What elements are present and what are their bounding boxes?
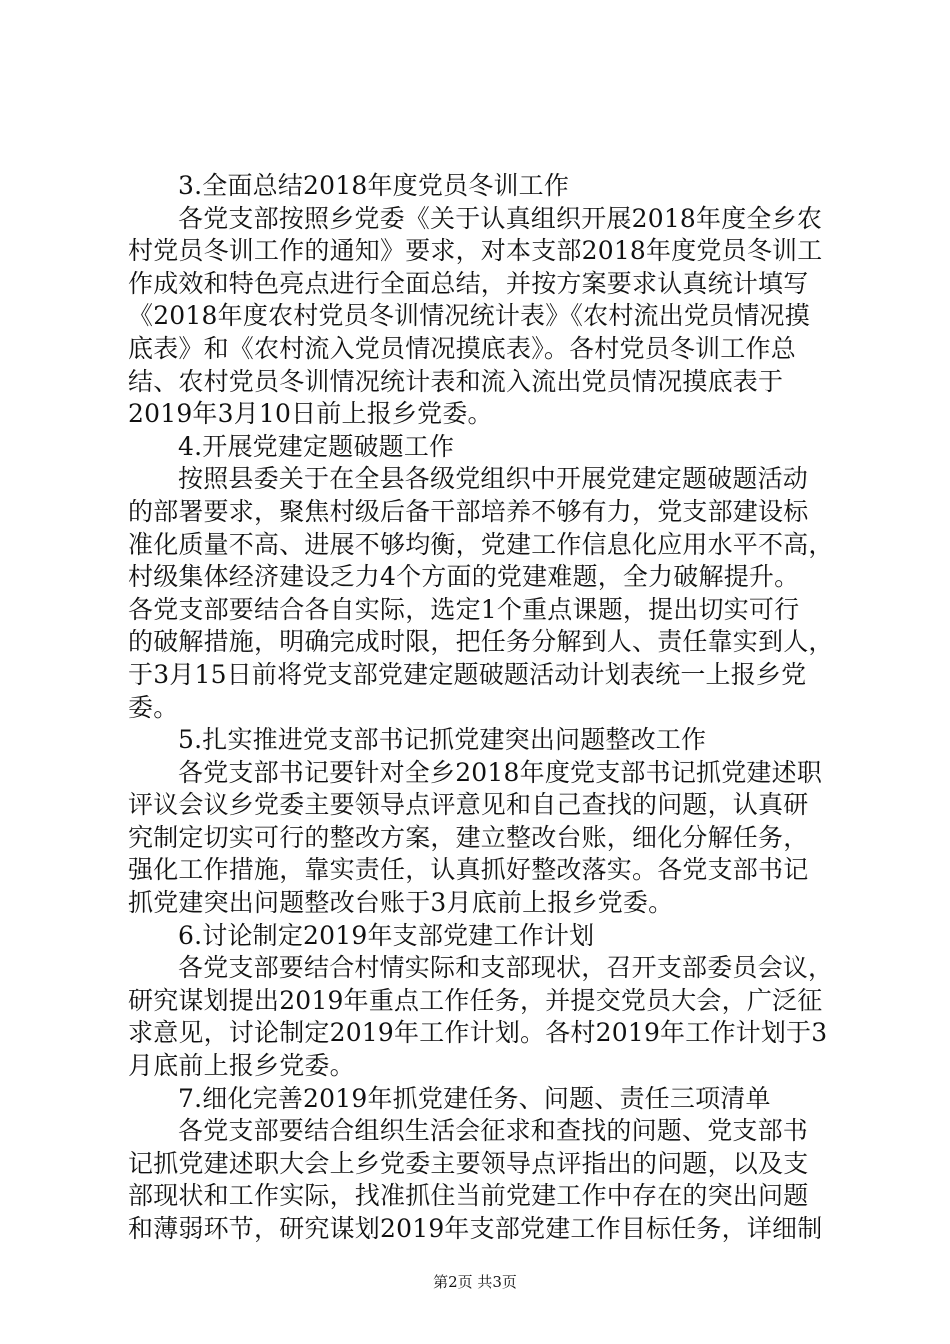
paragraph-line: 结、农村党员冬训情况统计表和流入流出党员情况摸底表于 [128, 366, 784, 396]
paragraph-first-line: 7.细化完善2019年抓党建任务、问题、责任三项清单 [178, 1083, 771, 1113]
paragraph-line: 和薄弱环节，研究谋划2019年支部党建工作目标任务，详细制 [128, 1214, 823, 1243]
paragraph-line: 各党支部要结合各自实际，选定1个重点课题，提出切实可行 [128, 594, 800, 624]
paragraph-line: 抓党建突出问题整改台账于3月底前上报乡党委。 [128, 888, 674, 918]
paragraph-line: 底表》和《农村流入党员情况摸底表》。各村党员冬训工作总 [128, 333, 796, 363]
paragraph-first-line: 各党支部要结合村情实际和支部现状，召开支部委员会议， [178, 953, 834, 983]
paragraph-line: 于3月15日前将党支部党建定题破题活动计划表统一上报乡党 [128, 659, 807, 689]
paragraph-line: 2019年3月10日前上报乡党委。 [128, 399, 493, 429]
paragraph-first-line: 按照县委关于在全县各级党组织中开展党建定题破题活动 [178, 464, 809, 494]
paragraph-first-line: 5.扎实推进党支部书记抓党建突出问题整改工作 [178, 725, 707, 755]
paragraph-line: 评议会议乡党委主要领导点评意见和自己查找的问题，认真研 [128, 790, 809, 820]
paragraph-first-line: 各党支部按照乡党委《关于认真组织开展2018年度全乡农 [178, 203, 823, 233]
document-body [128, 170, 840, 1246]
paragraph-line: 《2018年度农村党员冬训情况统计表》《农村流出党员情况摸 [128, 301, 810, 331]
paragraph-line: 记抓党建述职大会上乡党委主要领导点评指出的问题，以及支 [128, 1148, 809, 1178]
paragraph-line: 村党员冬训工作的通知》要求，对本支部2018年度党员冬训工 [128, 236, 823, 266]
paragraph-line: 求意见，讨论制定2019年工作计划。各村2019年工作计划于3 [128, 1018, 828, 1048]
paragraph-line: 部现状和工作实际，找准抓住当前党建工作中存在的突出问题 [128, 1181, 809, 1211]
paragraph-line: 强化工作措施，靠实责任，认真抓好整改落实。各党支部书记 [128, 855, 809, 885]
paragraph-first-line: 各党支部要结合组织生活会征求和查找的问题、党支部书 [178, 1116, 809, 1146]
paragraph-line: 作成效和特色亮点进行全面总结，并按方案要求认真统计填写 [128, 268, 809, 298]
paragraph-first-line: 各党支部书记要针对全乡2018年度党支部书记抓党建述职 [178, 757, 823, 787]
paragraph-line: 准化质量不高、进展不够均衡，党建工作信息化应用水平不高， [128, 529, 834, 559]
paragraph-first-line: 6.讨论制定2019年支部党建工作计划 [178, 920, 595, 950]
paragraph-line: 的破解措施，明确完成时限，把任务分解到人、责任靠实到人， [128, 627, 834, 657]
paragraph-line: 月底前上报乡党委。 [128, 1051, 355, 1081]
paragraph-first-line: 3.全面总结2018年度党员冬训工作 [178, 171, 570, 200]
page-footer: 第2页 共3页 [433, 1273, 517, 1291]
paragraph-line: 究制定切实可行的整改方案，建立整改台账，细化分解任务， [128, 822, 809, 852]
paragraph-line: 村级集体经济建设乏力4个方面的党建难题，全力破解提升。 [128, 562, 800, 592]
paragraph-line: 研究谋划提出2019年重点工作任务，并提交党员大会，广泛征 [128, 985, 823, 1015]
paragraph-line: 委。 [128, 692, 179, 722]
paragraph-line: 的部署要求，聚焦村级后备干部培养不够有力，党支部建设标 [128, 496, 809, 526]
paragraph-first-line: 4.开展党建定题破题工作 [178, 431, 455, 461]
